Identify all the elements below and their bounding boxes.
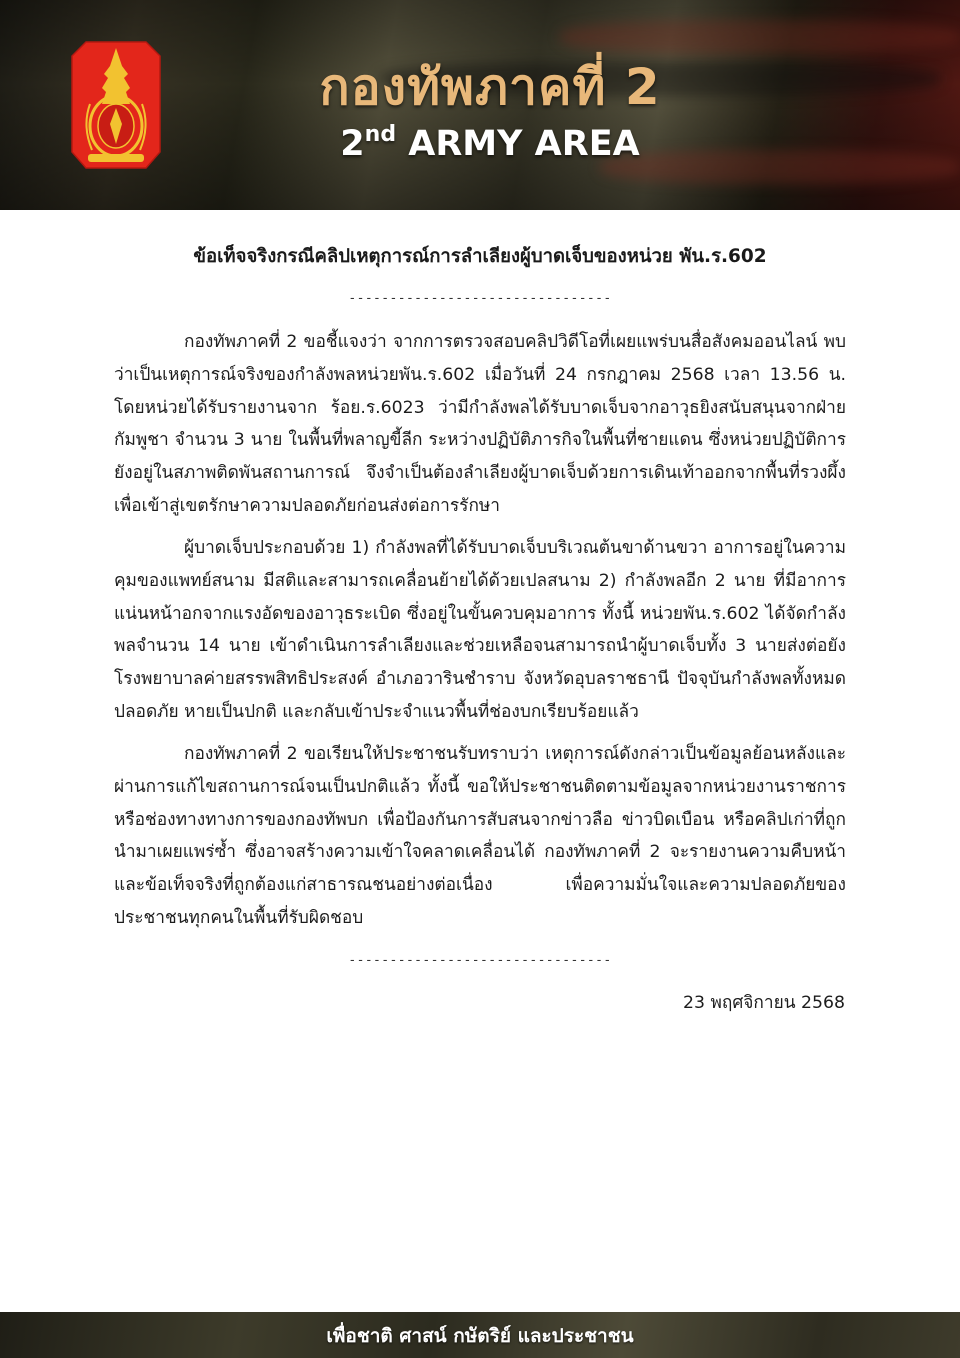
- footer-banner: [0, 1312, 960, 1358]
- paragraph-1: กองทัพภาคที่ 2 ขอชี้แจงว่า จากการตรวจสอบคลิปวิดีโอที่เผยแพร่บนสื่อสังคมออนไลน์ พบว่าเป็นเหตุการณ์จริงของกำลังพลหน่วยพัน.ร.602 เมื่อวันที่ 24 กรกฎาคม 2568 เวลา 13.56 น. โดยหน่วยได้รับรายงานจาก ร้อย.ร.6023 ว่ามีกำลังพลได้รับบาดเจ็บจากอาวุธยิงสนับสนุนจากฝ่ายกัมพูชา จำนวน 3 นาย ในพื้นที่พลาญขี้ลีก ระหว่างปฏิบัติภารกิจในพื้นที่ชายแดน ซึ่งหน่วยปฏิบัติการยังอยู่ในสภาพติดพันสถานการณ์ จึงจำเป็นต้องลำเลียงผู้บาดเจ็บด้วยการเดินเท้าออกจากพื้นที่รวงผึ้งเพื่อเข้าสู่เขตรักษาความปลอดภัยก่อนส่งต่อการรักษา: [114, 332, 846, 516]
- paragraph-3: กองทัพภาคที่ 2 ขอเรียนให้ประชาชนรับทราบว่า เหตุการณ์ดังกล่าวเป็นข้อมูลย้อนหลังและผ่านการแก้ไขสถานการณ์จนเป็นปกติแล้ว ทั้งนี้ ขอให้ประชาชนติดตามข้อมูลจากหน่วยงานราชการหรือช่องทางทางการของกองทัพบก เพื่อป้องกันการสับสนจากข่าวลือ ข่าวบิดเบือน หรือคลิปเก่าที่ถูกนำมาเผยแพร่ซ้ำ ซึ่งอาจสร้างความเข้าใจคลาดเคลื่อนได้ กองทัพภาคที่ 2 จะรายงานความคืบหน้า และข้อเท็จจริงที่ถูกต้องแก่สาธารณชนอย่างต่อเนื่อง เพื่อความมั่นใจและความปลอดภัยของประชาชนทุกคนในพื้นที่รับผิดชอบ: [114, 744, 846, 928]
- header-title-rest: ARMY AREA: [396, 124, 640, 164]
- header-title-number: 2: [340, 124, 365, 164]
- paragraph-2: ผู้บาดเจ็บประกอบด้วย 1) กำลังพลที่ได้รับบาดเจ็บบริเวณต้นขาด้านขวา อาการอยู่ในความคุมของแพทย์สนาม มีสติและสามารถเคลื่อนย้ายได้ด้วยเปลสนาม 2) กำลังพลอีก 2 นาย ที่มีอาการแน่นหน้าอกจากแรงอัดของอาวุธระเบิด ซึ่งอยู่ในขั้นควบคุมอาการ ทั้งนี้ หน่วยพัน.ร.602 ได้จัดกำลังพลจำนวน 14 นาย เข้าดำเนินการลำเลียงและช่วยเหลือจนสามารถนำผู้บาดเจ็บทั้ง 3 นายส่งต่อยังโรงพยาบาลค่ายสรรพสิทธิประสงค์ อำเภอวารินชำราบ จังหวัดอุบลราชธานี ปัจจุบันกำลังพลทั้งหมดปลอดภัย หายเป็นปกติ และกลับเข้าประจำแนวพื้นที่ช่องบกเรียบร้อยแล้ว: [114, 538, 846, 722]
- document-date: 23 พฤศจิกายน 2568: [682, 993, 845, 1013]
- divider-top: --------------------------------: [348, 291, 612, 306]
- header-title-thai: กองทัพภาคที่ 2: [319, 58, 661, 116]
- header-title-ordinal: nd: [364, 122, 397, 147]
- header-title-english: [0, 120, 960, 168]
- header-banner: [0, 0, 960, 210]
- divider-bottom: --------------------------------: [348, 953, 612, 968]
- document-title: ข้อเท็จจริงกรณีคลิปเหตุการณ์การลำเลียงผู้บาดเจ็บของหน่วย พัน.ร.602: [193, 246, 767, 267]
- footer-motto: เพื่อชาติ ศาสน์ กษัตริย์ และประชาชน: [326, 1325, 634, 1347]
